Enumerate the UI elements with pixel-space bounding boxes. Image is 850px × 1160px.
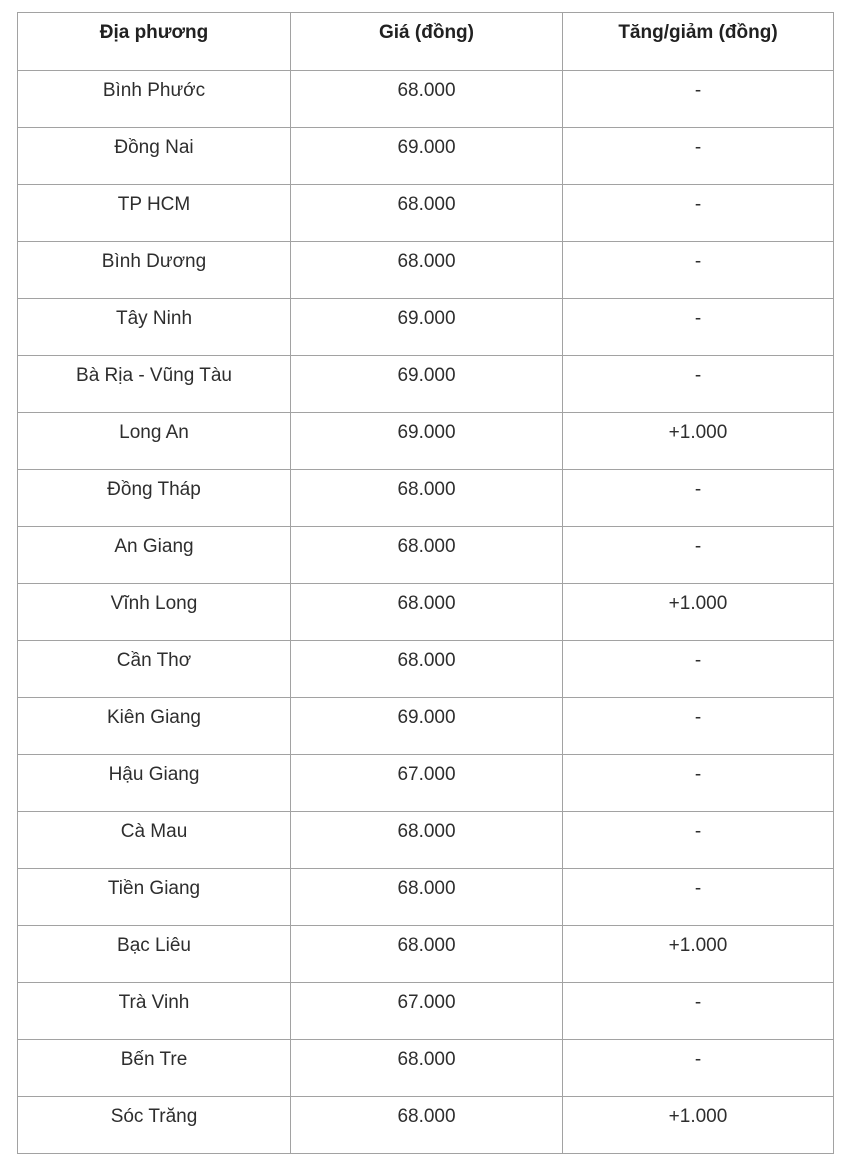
column-header-change: Tăng/giảm (đồng) <box>563 13 834 71</box>
column-header-price: Giá (đồng) <box>291 13 563 71</box>
table-row <box>18 812 834 869</box>
table-body <box>18 71 834 1154</box>
table-row <box>18 869 834 926</box>
cell-price: 68.000 <box>291 527 563 584</box>
cell-location: Trà Vinh <box>18 983 291 1040</box>
table-row <box>18 698 834 755</box>
cell-change: +1.000 <box>563 413 834 470</box>
cell-location: Đồng Nai <box>18 128 291 185</box>
cell-change: - <box>563 869 834 926</box>
table-row <box>18 926 834 983</box>
cell-location: Tiền Giang <box>18 869 291 926</box>
cell-price: 68.000 <box>291 185 563 242</box>
table-row <box>18 413 834 470</box>
cell-price: 68.000 <box>291 242 563 299</box>
cell-change: - <box>563 641 834 698</box>
table-row <box>18 242 834 299</box>
cell-price: 68.000 <box>291 584 563 641</box>
table-row <box>18 299 834 356</box>
cell-price: 69.000 <box>291 698 563 755</box>
table-header-row <box>18 13 834 71</box>
cell-change: - <box>563 812 834 869</box>
cell-change: - <box>563 470 834 527</box>
cell-price: 68.000 <box>291 1040 563 1097</box>
table-row <box>18 185 834 242</box>
cell-price: 68.000 <box>291 1097 563 1154</box>
cell-location: Kiên Giang <box>18 698 291 755</box>
table-row <box>18 128 834 185</box>
table-row <box>18 527 834 584</box>
cell-price: 68.000 <box>291 470 563 527</box>
table-row <box>18 584 834 641</box>
cell-price: 67.000 <box>291 983 563 1040</box>
cell-location: TP HCM <box>18 185 291 242</box>
table-row <box>18 755 834 812</box>
cell-location: Cần Thơ <box>18 641 291 698</box>
cell-location: Vĩnh Long <box>18 584 291 641</box>
cell-change: - <box>563 527 834 584</box>
cell-location: An Giang <box>18 527 291 584</box>
cell-change: - <box>563 128 834 185</box>
cell-price: 68.000 <box>291 641 563 698</box>
cell-price: 68.000 <box>291 71 563 128</box>
cell-change: - <box>563 698 834 755</box>
column-header-location: Địa phương <box>18 13 291 71</box>
cell-location: Bình Phước <box>18 71 291 128</box>
table-row <box>18 356 834 413</box>
table-row <box>18 1040 834 1097</box>
cell-change: - <box>563 755 834 812</box>
cell-location: Cà Mau <box>18 812 291 869</box>
cell-price: 68.000 <box>291 869 563 926</box>
cell-change: - <box>563 983 834 1040</box>
cell-location: Bến Tre <box>18 1040 291 1097</box>
cell-price: 69.000 <box>291 128 563 185</box>
price-table <box>17 12 834 1154</box>
cell-price: 68.000 <box>291 926 563 983</box>
cell-price: 69.000 <box>291 413 563 470</box>
cell-location: Tây Ninh <box>18 299 291 356</box>
cell-price: 69.000 <box>291 299 563 356</box>
cell-change: - <box>563 185 834 242</box>
cell-price: 69.000 <box>291 356 563 413</box>
cell-location: Sóc Trăng <box>18 1097 291 1154</box>
cell-price: 67.000 <box>291 755 563 812</box>
cell-location: Long An <box>18 413 291 470</box>
table-row <box>18 71 834 128</box>
cell-location: Bình Dương <box>18 242 291 299</box>
table-row <box>18 983 834 1040</box>
cell-location: Hậu Giang <box>18 755 291 812</box>
cell-change: - <box>563 1040 834 1097</box>
table-row <box>18 1097 834 1154</box>
cell-change: +1.000 <box>563 584 834 641</box>
cell-price: 68.000 <box>291 812 563 869</box>
cell-change: +1.000 <box>563 1097 834 1154</box>
cell-change: - <box>563 71 834 128</box>
table-row <box>18 470 834 527</box>
cell-location: Đồng Tháp <box>18 470 291 527</box>
cell-location: Bạc Liêu <box>18 926 291 983</box>
cell-change: - <box>563 242 834 299</box>
table-row <box>18 641 834 698</box>
cell-change: +1.000 <box>563 926 834 983</box>
cell-change: - <box>563 299 834 356</box>
cell-change: - <box>563 356 834 413</box>
cell-location: Bà Rịa - Vũng Tàu <box>18 356 291 413</box>
